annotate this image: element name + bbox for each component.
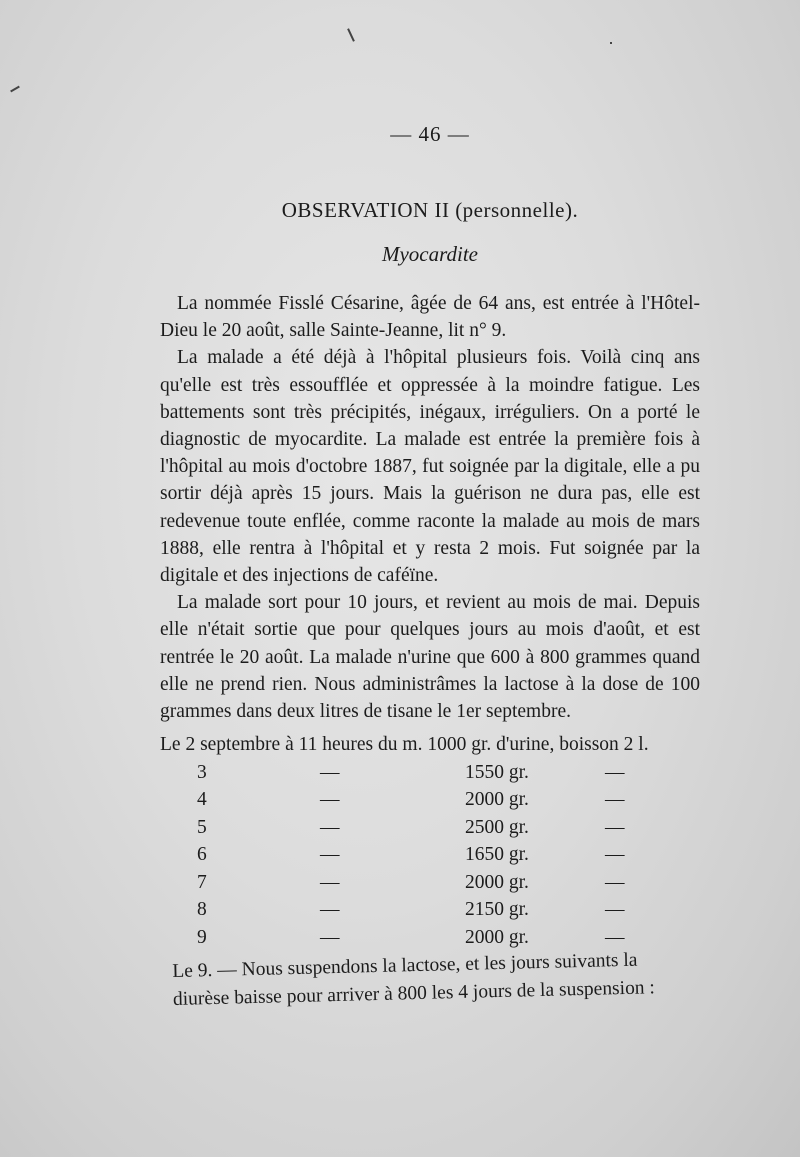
amount-cell: 1550 gr.: [465, 761, 529, 783]
dash-cell: —: [605, 926, 625, 948]
amount-cell: 2000 gr.: [465, 871, 529, 893]
closing-line: Le 9. — Nous suspendons la lactose, et les jours suivants la: [172, 949, 638, 982]
observation-title: OBSERVATION II (personnelle).: [281, 198, 579, 222]
dash-cell: —: [605, 844, 625, 865]
paragraph: La nommée Fisslé Césarine, âgée de 64 ans, est entrée à l'Hôtel-Dieu le 20 août, salle Sainte-Jeanne, lit n° 9.: [160, 293, 700, 342]
table-row: [160, 762, 720, 790]
body-text: [160, 290, 700, 725]
day-cell: 3: [197, 761, 207, 783]
table-row: [160, 817, 720, 845]
dash-cell: —: [320, 899, 340, 920]
table-row: [160, 899, 720, 927]
urine-table: [160, 734, 720, 954]
day-cell: 6: [197, 844, 207, 865]
table-first-row: [160, 734, 720, 762]
dash-cell: —: [605, 761, 625, 783]
amount-cell: 2150 gr.: [465, 899, 529, 920]
closing-text: [172, 945, 713, 1014]
scan-speck: [10, 86, 20, 93]
table-row: [160, 844, 720, 872]
table-first-line: Le 2 septembre à 11 heures du m. 1000 gr. d'urine, boisson 2 l.: [160, 734, 649, 755]
amount-cell: 2500 gr.: [465, 816, 529, 838]
day-cell: 9: [197, 926, 207, 948]
day-cell: 8: [197, 899, 207, 920]
day-cell: 7: [197, 871, 207, 893]
dash-cell: —: [320, 816, 340, 838]
dash-cell: —: [605, 899, 625, 920]
scan-speck: [610, 42, 612, 44]
page-number: — 46 —: [390, 122, 470, 146]
dash-cell: —: [320, 761, 340, 783]
subtitle: Myocardite: [381, 242, 479, 266]
table-row: [160, 872, 720, 900]
scan-speck: [347, 28, 355, 42]
amount-cell: 1650 gr.: [465, 844, 529, 865]
table-row: [160, 789, 720, 817]
dash-cell: —: [320, 844, 340, 865]
dash-cell: —: [320, 789, 340, 810]
day-cell: 4: [197, 789, 207, 810]
dash-cell: —: [605, 816, 625, 838]
paragraph: La malade sort pour 10 jours, et revient au mois de mai. Depuis elle n'était sortie que pour quelques jours au mois d'août, et est rentrée le 20 août. La malade n'urine que 600 à 800 grammes quand elle ne prend rien. Nous administrâmes la lactose à la dose de 100 grammes dans deux litres de tisane le 1er septembre.: [160, 592, 700, 723]
paragraph: La malade a été déjà à l'hôpital plusieurs fois. Voilà cinq ans qu'elle est très essoufflée et oppressée à la moindre fatigue. Les battements sont très précipités, inégaux, irréguliers. On a porté le diagnostic de myocardite. La malade est entrée la première fois à l'hôpital au mois d'octobre 1887, fut soignée par la digitale, elle a pu sortir déjà après 15 jours. Mais la guérison ne dura pas, elle est redevenue toute enflée, comme raconte la malade au mois de mars 1888, elle rentra à l'hôpital et y resta 2 mois. Fut soignée par la digitale et des injections de caféïne.: [160, 347, 700, 587]
dash-cell: —: [320, 871, 340, 893]
amount-cell: 2000 gr.: [465, 926, 529, 948]
amount-cell: 2000 gr.: [465, 789, 529, 810]
dash-cell: —: [605, 871, 625, 893]
dash-cell: —: [320, 926, 340, 948]
dash-cell: —: [605, 789, 625, 810]
closing-line: diurèse baisse pour arriver à 800 les 4 jours de la suspension :: [172, 977, 656, 1010]
day-cell: 5: [197, 816, 207, 838]
